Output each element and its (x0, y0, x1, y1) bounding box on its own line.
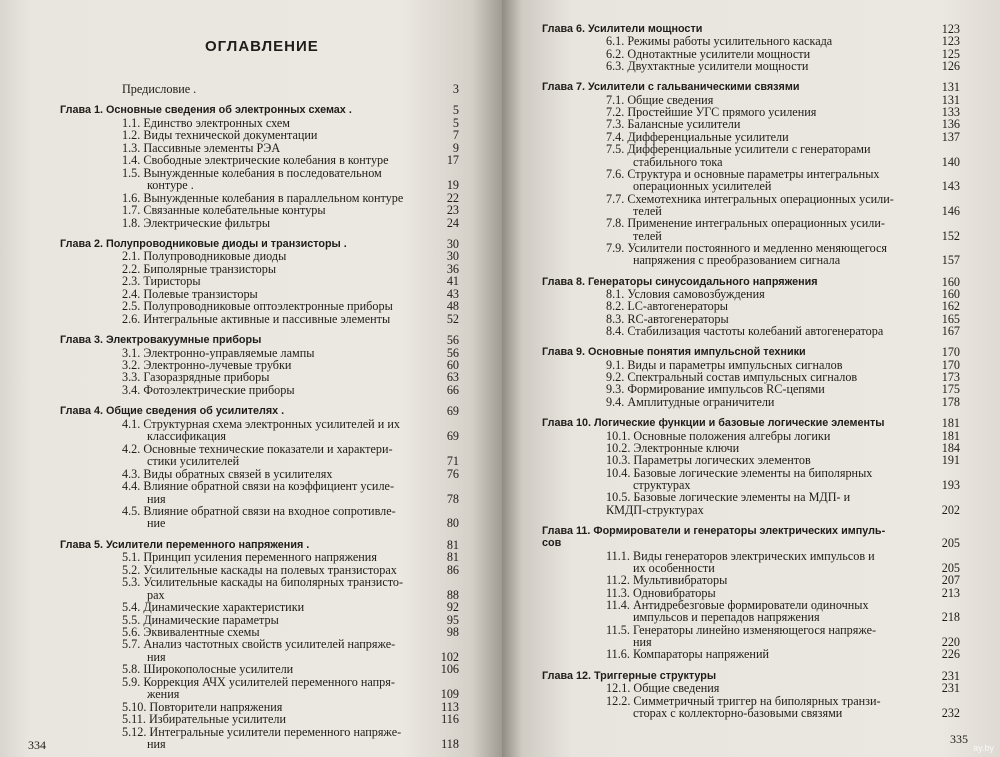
chapter-title: Глава 2. Полупроводниковые диоды и транзисторы . (60, 237, 347, 250)
page-ref: 92 (446, 600, 459, 615)
section-title: 5.9. Коррекция АЧХ усилителей переменного напря- (122, 674, 395, 689)
section-title: 4.1. Структурная схема электронных усилителей и их (122, 416, 400, 431)
page-ref: 52 (446, 311, 459, 326)
section-title: 10.5. Базовые логические элементы на МДП- и (606, 490, 851, 505)
page-ref: 170 (941, 357, 960, 372)
section-title: 11.3. Одновибраторы (606, 585, 716, 600)
section-title: 5.8. Широкополосные усилители (122, 662, 294, 677)
section-title: 11.1. Виды генераторов электрических импульсов и (606, 548, 875, 563)
section-title: 4.3. Виды обратных связей в усилителях (122, 466, 333, 481)
page-ref: 231 (941, 681, 960, 696)
section-title: 10.3. Параметры логических элементов (606, 453, 811, 468)
page-ref: 202 (941, 502, 960, 517)
page-ref: 123 (941, 22, 960, 36)
section-title: 9.4. Амплитудные ограничители (606, 394, 775, 409)
section-title: 2.4. Полевые транзисторы (122, 286, 258, 301)
page-ref: 205 (941, 536, 960, 551)
section-title: 5.2. Усилительные каскады на полевых транзисторах (122, 562, 397, 577)
page-ref: 66 (446, 382, 459, 397)
section-title: телей (633, 228, 662, 243)
section-title: 5.4. Динамические характеристики (122, 600, 305, 615)
page-ref: 95 (446, 612, 459, 627)
page-ref: 220 (941, 635, 960, 650)
section-title: 1.4. Свободные электрические колебания в контуре (122, 153, 389, 168)
page-ref: 36 (446, 261, 459, 276)
page-ref: 118 (441, 737, 459, 752)
section-title: 11.5. Генераторы линейно изменяющегося напряже- (606, 622, 877, 637)
section-title: 7.8. Применение интегральных операционных усили- (606, 216, 885, 231)
page-ref: 167 (941, 324, 960, 339)
page-ref: 184 (941, 440, 960, 455)
section-title: 7.2. Простейшие УГС прямого усиления (606, 105, 817, 120)
page-ref: 81 (446, 537, 459, 552)
page-ref: 231 (941, 668, 960, 683)
section-title: 6.2. Однотактные усилители мощности (606, 46, 811, 61)
page-ref: 88 (446, 587, 459, 602)
page-ref: 71 (446, 454, 459, 469)
section-title: 3.2. Электронно-лучевые трубки (122, 358, 292, 372)
page-ref: 30 (446, 249, 459, 264)
page-ref: 5 (452, 115, 459, 130)
section-title: 10.2. Электронные ключи (606, 440, 740, 455)
page-ref: 178 (941, 394, 960, 409)
page-ref: 69 (446, 404, 459, 419)
page-ref: 123 (941, 34, 960, 49)
page-ref: 56 (446, 345, 459, 360)
section-title: 10.1. Основные положения алгебры логики (606, 428, 831, 443)
section-title: 1.5. Вынужденные колебания в последовательном (122, 165, 382, 180)
chapter-title: Глава 9. Основные понятия импульсной техники (542, 346, 806, 359)
page-ref: 137 (941, 129, 960, 144)
page-ref: 30 (446, 236, 459, 251)
section-title: 7.5. Дифференциальные усилители с генераторами (606, 142, 871, 157)
section-title: 5.10. Повторители напряжения (122, 699, 283, 714)
section-title: 7.6. Структура и основные параметры интегральных (606, 166, 880, 181)
page-ref: 170 (941, 345, 960, 360)
section-title: 5.11. Избирательные усилители (122, 712, 287, 727)
right-page (502, 0, 1000, 757)
page-ref: 5 (452, 103, 459, 118)
page-ref: 160 (941, 274, 960, 289)
page-ref: 106 (440, 662, 459, 677)
page-ref: 3 (452, 82, 459, 96)
page-ref: 23 (446, 203, 459, 218)
section-title: ния (147, 737, 166, 752)
section-title: 6.3. Двухтактные усилители мощности (606, 59, 809, 74)
page-ref: 102 (440, 649, 459, 664)
page-ref: 218 (941, 610, 960, 625)
chapter-title: Глава 3. Электровакуумные приборы (60, 334, 262, 347)
section-title: 8.4. Стабилизация частоты колебаний автогенератора (606, 324, 884, 339)
page-ref: 143 (941, 179, 960, 194)
page-ref: 207 (941, 573, 960, 588)
page-ref: 17 (446, 153, 459, 168)
section-title: 4.2. Основные технические показатели и характери- (122, 441, 393, 456)
section-title: ния (147, 649, 166, 664)
page-ref: 131 (941, 92, 960, 107)
section-title: КМДП-структурах (606, 502, 704, 517)
section-title: 3.4. Фотоэлектрические приборы (122, 382, 295, 397)
section-title: 9.3. Формирование импульсов RC-цепями (606, 382, 825, 397)
section-title: 8.1. Условия самовозбуждения (606, 287, 765, 301)
section-title: 5.6. Эквивалентные схемы (122, 625, 260, 639)
page-ref: 181 (941, 416, 960, 431)
section-title: 7.4. Дифференциальные усилители (606, 129, 789, 144)
section-title: 7.9. Усилители постоянного и медленно меняющегося (606, 240, 888, 255)
section-title: ние (147, 516, 166, 531)
watermark-logo: ay.by (973, 743, 994, 753)
right-page-number: 335 (950, 732, 968, 746)
section-title: 2.5. Полупроводниковые оптоэлектронные приборы (122, 299, 393, 314)
section-title: 2.3. Тиристоры (122, 274, 201, 289)
page-ref: 162 (941, 299, 960, 314)
page-ref: 60 (446, 358, 459, 372)
section-title: операционных усилителей (633, 179, 772, 194)
page-ref: 109 (440, 687, 459, 702)
page-ref: 63 (446, 370, 459, 385)
section-title: 2.6. Интегральные активные и пассивные элементы (122, 311, 391, 326)
section-title: 9.2. Спектральный состав импульсных сигналов (606, 370, 858, 385)
chapter-title: Глава 11. Формирователи и генераторы электрических импуль- (542, 524, 886, 537)
page-ref: 175 (941, 382, 960, 397)
chapter-title: Глава 12. Триггерные структуры (542, 669, 717, 682)
page-ref: 133 (941, 105, 960, 120)
page-ref: 152 (941, 228, 960, 243)
chapter-title: Глава 4. Общие сведения об усилителях . (60, 405, 285, 418)
page-ref: 80 (446, 516, 459, 531)
section-title: 10.4. Базовые логические элементы на биполярных (606, 465, 873, 480)
section-title: ния (147, 491, 166, 506)
section-title: 7.7. Схемотехника интегральных операционных усили- (606, 191, 894, 206)
page-ref: 48 (446, 299, 459, 314)
section-title: 11.2. Мультивибраторы (606, 573, 728, 588)
section-title: 12.1. Общие сведения (606, 681, 720, 696)
page-ref: 160 (941, 287, 960, 301)
page-ref: 213 (941, 585, 960, 600)
chapter-title: Глава 5. Усилители переменного напряжения . (60, 538, 310, 551)
section-title: стабильного тока (633, 154, 723, 169)
page-ref: 173 (941, 370, 960, 385)
page-ref: 181 (941, 428, 960, 443)
section-title: 5.1. Принцип усиления переменного напряжения (122, 550, 377, 565)
section-title: 1.7. Связанные колебательные контуры (122, 203, 326, 218)
section-title: 4.4. Влияние обратной связи на коэффициент усиле- (122, 479, 395, 494)
page-ref: 86 (446, 562, 459, 577)
page-ref: 191 (941, 453, 960, 468)
chapter-title: сов (542, 537, 562, 550)
section-title: 2.2. Биполярные транзисторы (122, 261, 277, 276)
section-title: их особенности (633, 561, 715, 575)
left-page-number: 334 (28, 738, 46, 752)
section-title: 11.6. Компараторы напряжений (606, 647, 769, 662)
section-title: сторах с коллекторно-базовыми связями (633, 705, 843, 720)
page-ref: 205 (941, 561, 960, 575)
page-ref: 116 (441, 712, 459, 727)
page-ref: 193 (941, 477, 960, 492)
chapter-title: Глава 7. Усилители с гальваническими связями (542, 81, 800, 94)
section-title: 7.3. Балансные усилители (606, 117, 741, 132)
section-title: телей (633, 203, 662, 218)
section-title: рах (147, 587, 165, 602)
page-ref: 69 (446, 429, 459, 444)
page-ref: 78 (446, 491, 459, 506)
section-title: 5.7. Анализ частотных свойств усилителей напряже- (122, 637, 396, 652)
chapter-title: Глава 6. Усилители мощности (542, 23, 703, 35)
page-ref: 140 (941, 154, 960, 169)
section-title: 3.3. Газоразрядные приборы (122, 370, 270, 385)
section-title: 8.2. LC-автогенераторы (606, 299, 728, 314)
section-title: 11.4. Антидребезговые формирователи одиночных (606, 598, 869, 613)
section-title: 5.12. Интегральные усилители переменного напряже- (122, 724, 402, 739)
page-ref: 157 (941, 253, 960, 268)
toc-heading: ОГЛАВЛЕНИЕ (205, 38, 319, 55)
chapter-title: Глава 8. Генераторы синусоидального напряжения (542, 275, 818, 288)
section-title: структурах (633, 477, 691, 492)
page-ref: 146 (941, 203, 960, 218)
section-title: Предисловие . (122, 82, 197, 96)
section-title: 1.2. Виды технической документации (122, 128, 318, 143)
section-title: 1.6. Вынужденные колебания в параллельном контуре (122, 190, 404, 205)
page-ref: 7 (452, 128, 459, 143)
page-ref: 226 (941, 647, 960, 662)
section-title: жения (147, 687, 180, 702)
section-title: классификация (147, 429, 226, 444)
page-ref: 19 (446, 178, 459, 193)
page-ref: 81 (446, 550, 459, 565)
page-ref: 98 (446, 625, 459, 639)
section-title: импульсов и перепадов напряжения (633, 610, 820, 625)
section-title: 3.1. Электронно-управляемые лампы (122, 345, 315, 360)
page-ref: 24 (446, 215, 459, 230)
section-title: стики усилителей (147, 454, 240, 469)
section-title: ния (633, 635, 652, 650)
section-title: 5.3. Усилительные каскады на биполярных транзисто- (122, 575, 404, 590)
page-ref: 56 (446, 333, 459, 348)
page-ref: 125 (941, 46, 960, 61)
section-title: 6.1. Режимы работы усилительного каскада (606, 34, 833, 49)
section-title: 1.1. Единство электронных схем (122, 115, 291, 130)
section-title: 12.2. Симметричный триггер на биполярных транзи- (606, 693, 881, 708)
chapter-title: Глава 1. Основные сведения об электронных схемах . (60, 104, 352, 117)
section-title: 7.1. Общие сведения (606, 92, 714, 107)
page-ref: 41 (446, 274, 459, 289)
section-title: 5.5. Динамические параметры (122, 612, 279, 627)
section-title: 4.5. Влияние обратной связи на входное сопротивле- (122, 503, 396, 518)
section-title: напряжения с преобразованием сигнала (633, 253, 841, 268)
page-ref: 232 (941, 705, 960, 720)
page-ref: 76 (446, 466, 459, 481)
section-title: контуре . (147, 178, 194, 193)
page-ref: 9 (452, 140, 459, 155)
chapter-title: Глава 10. Логические функции и базовые логические элементы (542, 417, 885, 430)
page-ref: 113 (441, 699, 459, 714)
page-ref: 136 (941, 117, 960, 132)
page-ref: 126 (941, 59, 960, 74)
section-title: 1.8. Электрические фильтры (122, 215, 271, 230)
section-title: 2.1. Полупроводниковые диоды (122, 249, 287, 264)
page-ref: 165 (941, 311, 960, 326)
page-ref: 131 (941, 80, 960, 95)
section-title: 8.3. RC-автогенераторы (606, 311, 729, 326)
section-title: 1.3. Пассивные элементы РЭА (122, 140, 281, 155)
section-title: 9.1. Виды и параметры импульсных сигналов (606, 357, 843, 372)
page-ref: 22 (446, 190, 459, 205)
page-ref: 43 (446, 286, 459, 301)
